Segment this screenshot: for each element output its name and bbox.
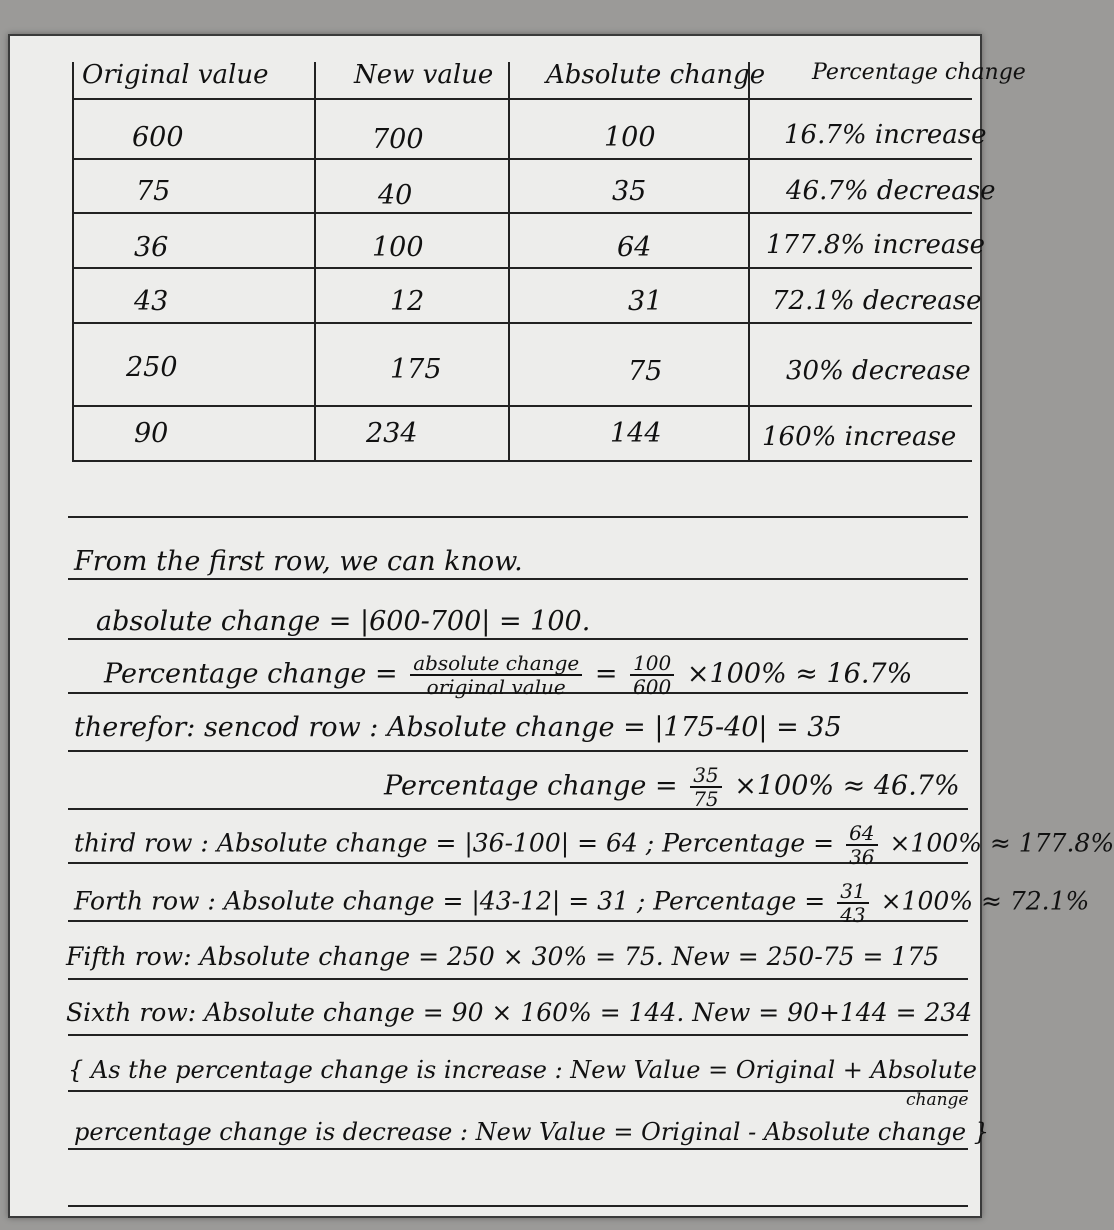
- third-pct-tail: ×100% ≈ 177.8%: [889, 828, 1114, 858]
- percentage-change-table: [72, 60, 1026, 462]
- pct-tail: ×100% ≈ 16.7%: [686, 658, 913, 690]
- fraction-denominator: 600: [633, 675, 672, 699]
- table-rule: [72, 98, 972, 100]
- row6-percent: 160% increase: [762, 422, 957, 452]
- row6-new: 234: [366, 418, 418, 449]
- table-rule: [72, 267, 972, 269]
- fourth-pct-label: ; Percentage =: [636, 886, 826, 916]
- note-increase-line: { As the percentage change is increase : New Value = Original + Absolute: [68, 1056, 977, 1084]
- row4-original: 43: [134, 286, 169, 317]
- header-percentage-change: Percentage change: [812, 60, 1026, 85]
- table-border: [72, 62, 74, 462]
- row4-new: 12: [390, 286, 425, 317]
- fraction-denominator: original value: [426, 675, 566, 699]
- fourth-pct-fraction: [837, 880, 868, 926]
- table-border: [314, 62, 316, 462]
- row1-absolute: 100: [604, 122, 656, 153]
- abs-change-label: absolute change =: [96, 606, 352, 637]
- ruled-line: [68, 978, 968, 980]
- abs-change-line: [96, 606, 590, 637]
- fourth-row-line: [74, 880, 1089, 926]
- row6-absolute: 144: [610, 418, 662, 449]
- second-row-line: therefor: sencod row : Absolute change = |175-40| = 35: [74, 712, 842, 743]
- sixth-row-line: Sixth row: Absolute change = 90 × 160% = 144. New = 90+144 = 234: [66, 998, 973, 1027]
- pct-change-line: [104, 652, 912, 698]
- table-border: [748, 62, 750, 462]
- pct-formula-fraction: [410, 652, 582, 698]
- table-border: [508, 62, 510, 462]
- fraction-numerator: 64: [846, 822, 877, 846]
- row2-new: 40: [378, 180, 413, 211]
- row4-absolute: 31: [628, 286, 663, 317]
- equals-sign: =: [594, 658, 618, 690]
- fourth-pct-tail: ×100% ≈ 72.1%: [880, 886, 1090, 916]
- table-rule: [72, 212, 972, 214]
- third-pct-fraction: [846, 822, 877, 868]
- ruled-line: [68, 1205, 968, 1207]
- second-pct-tail: ×100% ≈ 46.7%: [734, 770, 960, 802]
- fraction-denominator: 43: [840, 903, 866, 927]
- table-rule: [72, 405, 972, 407]
- ruled-line: [68, 750, 968, 752]
- table-rule: [72, 322, 972, 324]
- ruled-line: [68, 1034, 968, 1036]
- header-new-value: New value: [354, 60, 494, 90]
- fraction-numerator: 35: [690, 764, 721, 788]
- table-rule: [72, 460, 972, 462]
- row3-absolute: 64: [617, 232, 652, 263]
- row4-percent: 72.1% decrease: [772, 286, 982, 316]
- row1-percent: 16.7% increase: [784, 120, 987, 150]
- header-absolute-change: Absolute change: [546, 60, 766, 90]
- ruled-line: [68, 1148, 968, 1150]
- row6-original: 90: [134, 418, 169, 449]
- ruled-line: [68, 638, 968, 640]
- abs-change-expr: |600-700| = 100.: [360, 606, 591, 637]
- row3-percent: 177.8% increase: [766, 230, 986, 260]
- row5-absolute: 75: [628, 356, 663, 387]
- note-increase-sub: change: [906, 1090, 969, 1110]
- pct-change-label: Percentage change =: [104, 658, 398, 690]
- row2-original: 75: [136, 176, 171, 207]
- row5-original: 250: [126, 352, 178, 383]
- third-row-line: [74, 822, 1114, 868]
- fraction-denominator: 75: [693, 787, 719, 811]
- third-abs: third row : Absolute change = |36-100| = 64: [74, 828, 638, 858]
- row1-new: 700: [372, 124, 424, 155]
- second-pct-label: Percentage change =: [384, 770, 678, 802]
- row3-original: 36: [134, 232, 169, 263]
- second-pct-line: [384, 764, 960, 810]
- ruled-line: [68, 578, 968, 580]
- fraction-numerator: 31: [837, 880, 868, 904]
- table-rule: [72, 158, 972, 160]
- row2-absolute: 35: [612, 176, 647, 207]
- fraction-numerator: absolute change: [410, 652, 582, 676]
- row3-new: 100: [372, 232, 424, 263]
- second-pct-fraction: [690, 764, 721, 810]
- pct-value-fraction: [630, 652, 674, 698]
- fifth-row-line: Fifth row: Absolute change = 250 × 30% = 75. New = 250-75 = 175: [66, 942, 940, 971]
- fourth-abs: Forth row : Absolute change = |43-12| = 31: [74, 886, 629, 916]
- row5-new: 175: [390, 354, 442, 385]
- note-decrease-line: percentage change is decrease : New Value = Original - Absolute change }: [74, 1118, 990, 1146]
- third-pct-label: ; Percentage =: [645, 828, 835, 858]
- intro-text: From the first row, we can know.: [74, 546, 523, 577]
- header-original-value: Original value: [82, 60, 269, 90]
- row1-original: 600: [132, 122, 184, 153]
- ruled-line: [68, 516, 968, 518]
- row5-percent: 30% decrease: [786, 356, 971, 386]
- ruled-line: [68, 1090, 968, 1092]
- fraction-numerator: 100: [630, 652, 674, 676]
- fraction-denominator: 36: [849, 845, 875, 869]
- row2-percent: 46.7% decrease: [786, 176, 996, 206]
